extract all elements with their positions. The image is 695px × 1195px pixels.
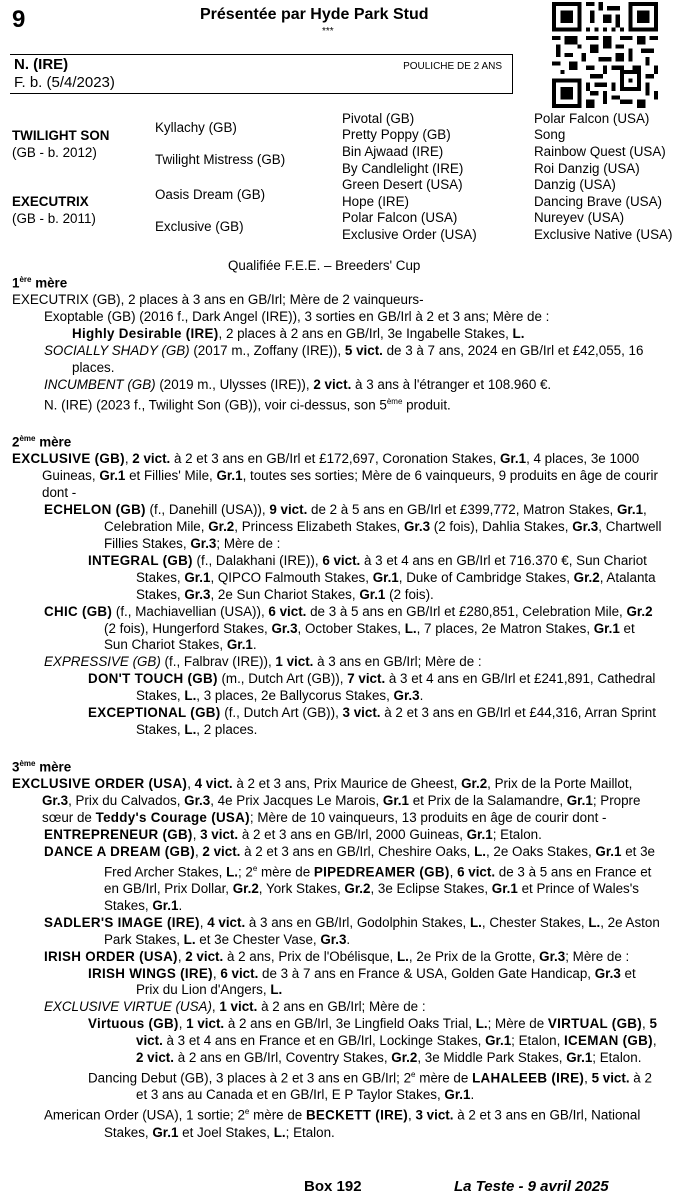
record-line: INCUMBENT (GB) (2019 m., Ulysses (IRE)), 2 vict. à 3 ans à l'étranger et 108.960 €.	[44, 376, 552, 392]
record-line: American Order (USA), 1 sortie; 2e mère de BECKETT (IRE), 3 vict. à 2 et 3 ans en GB/Irl, National Stakes, Gr.1 et Joel Stakes, L.; Etalon.	[44, 1107, 641, 1140]
record-line: IRISH ORDER (USA), 2 vict. à 2 ans, Prix de l'Obélisque, L., 2e Prix de la Grotte, Gr.3; Mère de :	[44, 948, 630, 964]
second-dam-heading: 2ème mère	[12, 434, 72, 450]
pedigree-gen4-item: Polar Falcon (USA)	[534, 111, 650, 126]
record-line: EXECUTRIX (GB), 2 places à 3 ans en GB/Irl; Mère de 2 vainqueurs-	[12, 292, 424, 308]
record-line: DANCE A DREAM (GB), 2 vict. à 2 et 3 ans en GB/Irl, Cheshire Oaks, L., 2e Oaks Stakes, Gr.1 et 3e Fred Archer Stakes, L.; 2e mère de PIPEDREAMER (GB), 6 vict. de 3 à 5 ans en France et en GB/Irl, Prix Dollar, Gr.2, York Stakes, Gr.2, 3e Eclipse Stakes, Gr.1 et Prince of Wales's Stakes, Gr.1.	[44, 843, 655, 913]
horse-details: F. b. (5/4/2023)	[14, 74, 115, 91]
record-line: EXCLUSIVE (GB), 2 vict. à 2 et 3 ans en GB/Irl et £172,697, Coronation Stakes, Gr.1, 4 places, 3e 1000 Guineas, Gr.1 et Fillies' Mile, Gr.1, toutes ses sorties; Mère de 6 vainqueurs, 9 produits en âge de courir dont -	[12, 451, 658, 501]
first-dam-heading: 1ère mère	[12, 275, 68, 291]
pedigree-gen2-item: Exclusive (GB)	[155, 219, 244, 234]
record-line: ECHELON (GB) (f., Danehill (USA)), 9 vict. de 2 à 5 ans en GB/Irl et £399,772, Matron Stakes, Gr.1, Celebration Mile, Gr.2, Princess Elizabeth Stakes, Gr.3 (2 fois), Dahlia Stakes, Gr.3, Chartwell Fillies Stakes, Gr.3; Mère de :	[44, 502, 662, 551]
pedigree-gen3-item: Green Desert (USA)	[342, 177, 463, 192]
horse-name: N. (IRE)	[14, 56, 69, 73]
pedigree-gen3-item: Pretty Poppy (GB)	[342, 127, 451, 142]
pedigree-gen4-item: Roi Danzig (USA)	[534, 161, 640, 176]
record-line: EXPRESSIVE (GB) (f., Falbrav (IRE)), 1 vict. à 3 ans en GB/Irl; Mère de :	[44, 654, 482, 670]
record-line: Virtuous (GB), 1 vict. à 2 ans en GB/Irl, 3e Lingfield Oaks Trial, L.; Mère de VIRTUAL (GB), 5 vict. à 3 et 4 ans en France et en GB/Irl, Lockinge Stakes, Gr.1; Etalon, ICEMAN (GB), 2 vict. à 2 ans en GB/Irl, Coventry Stakes, Gr.2, 3e Middle Park Stakes, Gr.1; Etalon.	[88, 1016, 657, 1066]
pedigree-gen4-item: Nureyev (USA)	[534, 210, 625, 225]
sex-age-label: POULICHE DE 2 ANS	[403, 61, 502, 72]
record-line: Dancing Debut (GB), 3 places à 2 et 3 ans en GB/Irl; 2e mère de LAHALEEB (IRE), 5 vict. à 2 et 3 ans au Canada et en GB/Irl, E P Taylor Stakes, Gr.1.	[88, 1070, 652, 1103]
record-line: Exoptable (GB) (2016 f., Dark Angel (IRE)), 3 sorties en GB/Irl à 2 et 3 ans; Mère de :	[44, 309, 550, 325]
pedigree-gen4-item: Rainbow Quest (USA)	[534, 144, 666, 159]
third-dam-heading: 3ème mère	[12, 758, 72, 775]
record-line: Highly Desirable (IRE), 2 places à 2 ans en GB/Irl, 3e Ingabelle Stakes, L.	[72, 326, 525, 342]
pedigree-gen3-item: By Candlelight (IRE)	[342, 161, 464, 176]
record-line: EXCLUSIVE VIRTUE (USA), 1 vict. à 2 ans en GB/Irl; Mère de :	[44, 999, 426, 1015]
dam-name: EXECUTRIX	[12, 194, 89, 209]
record-line: EXCLUSIVE ORDER (USA), 4 vict. à 2 et 3 ans, Prix Maurice de Gheest, Gr.2, Prix de la Porte Maillot, Gr.3, Prix du Calvados, Gr.3, 4e Prix Jacques Le Marois, Gr.1 et Prix de la Salamandre, Gr.1; Propre sœur de Teddy's Courage (USA); Mère de 10 vainqueurs, 13 produits en âge de courir dont -	[12, 776, 641, 825]
sale-place-date: La Teste - 9 avril 2025	[454, 1178, 609, 1195]
pedigree-gen4-item: Danzig (USA)	[534, 177, 616, 192]
pedigree-gen2-item: Oasis Dream (GB)	[155, 187, 266, 202]
pedigree-gen2-item: Kyllachy (GB)	[155, 120, 237, 135]
record-line: IRISH WINGS (IRE), 6 vict. de 3 à 7 ans en France & USA, Golden Gate Handicap, Gr.3 et Prix du Lion d'Angers, L.	[88, 965, 636, 998]
record-line: N. (IRE) (2023 f., Twilight Son (GB)), voir ci-dessus, son 5ème produit.	[44, 396, 451, 413]
record-line: INTEGRAL (GB) (f., Dalakhani (IRE)), 6 vict. à 3 et 4 ans en GB/Irl et 716.370 €, Sun Chariot Stakes, Gr.1, QIPCO Falmouth Stakes, Gr.1, Duke of Cambridge Stakes, Gr.2, Atalanta Stakes, Gr.3, 2e Sun Chariot Stakes, Gr.1 (2 fois).	[88, 552, 656, 602]
record-line: SOCIALLY SHADY (GB) (2017 m., Zoffany (IRE)), 5 vict. de 3 à 7 ans, 2024 en GB/Irl et £42,055, 16 places.	[44, 343, 644, 375]
record-line: ENTREPRENEUR (GB), 3 vict. à 2 et 3 ans en GB/Irl, 2000 Guineas, Gr.1; Etalon.	[44, 826, 542, 842]
pedigree-gen3-item: Bin Ajwaad (IRE)	[342, 144, 444, 159]
pedigree-gen4-item: Exclusive Native (USA)	[534, 227, 673, 242]
produce-record	[12, 272, 662, 1142]
qr-code-icon	[551, 2, 659, 108]
pedigree-gen3-item: Exclusive Order (USA)	[342, 227, 477, 242]
dam-info: (GB - b. 2011)	[12, 211, 96, 226]
sire-info: (GB - b. 2012)	[12, 145, 97, 160]
pedigree-gen3-item: Hope (IRE)	[342, 194, 409, 209]
sire-name: TWILIGHT SON	[12, 128, 110, 143]
record-line: SADLER'S IMAGE (IRE), 4 vict. à 3 ans en GB/Irl, Godolphin Stakes, L., Chester Stakes, L., 2e Aston Park Stakes, L. et 3e Chester Vase, Gr.3.	[44, 914, 660, 947]
pedigree-gen3-item: Pivotal (GB)	[342, 111, 415, 126]
pedigree-gen2-item: Twilight Mistress (GB)	[155, 152, 286, 167]
pedigree-gen4-item: Dancing Brave (USA)	[534, 194, 663, 209]
box-number: Box 192	[304, 1178, 362, 1195]
pedigree-gen3-item: Polar Falcon (USA)	[342, 210, 458, 225]
record-line: EXCEPTIONAL (GB) (f., Dutch Art (GB)), 3 vict. à 2 et 3 ans en GB/Irl et £44,316, Arran Sprint Stakes, L., 2 places.	[88, 705, 656, 737]
qualification-note: Qualifiée F.E.E. – Breeders' Cup	[228, 258, 421, 273]
lot-number: 9	[12, 6, 26, 33]
stars: ***	[322, 26, 334, 37]
record-line: DON'T TOUCH (GB) (m., Dutch Art (GB)), 7 vict. à 3 et 4 ans en GB/Irl et £241,891, Cathedral Stakes, L., 3 places, 2e Ballycorus Stakes, Gr.3.	[88, 671, 656, 704]
record-line: CHIC (GB) (f., Machiavellian (USA)), 6 vict. de 3 à 5 ans en GB/Irl et £280,851, Celebration Mile, Gr.2 (2 fois), Hungerford Stakes, Gr.3, October Stakes, L., 7 places, 2e Matron Stakes, Gr.1 et Sun Chariot Stakes, Gr.1.	[44, 603, 653, 653]
horse-name-box	[10, 54, 513, 94]
consignor-line: Présentée par Hyde Park Stud	[200, 6, 429, 23]
pedigree-gen4-item: Song	[534, 127, 566, 142]
